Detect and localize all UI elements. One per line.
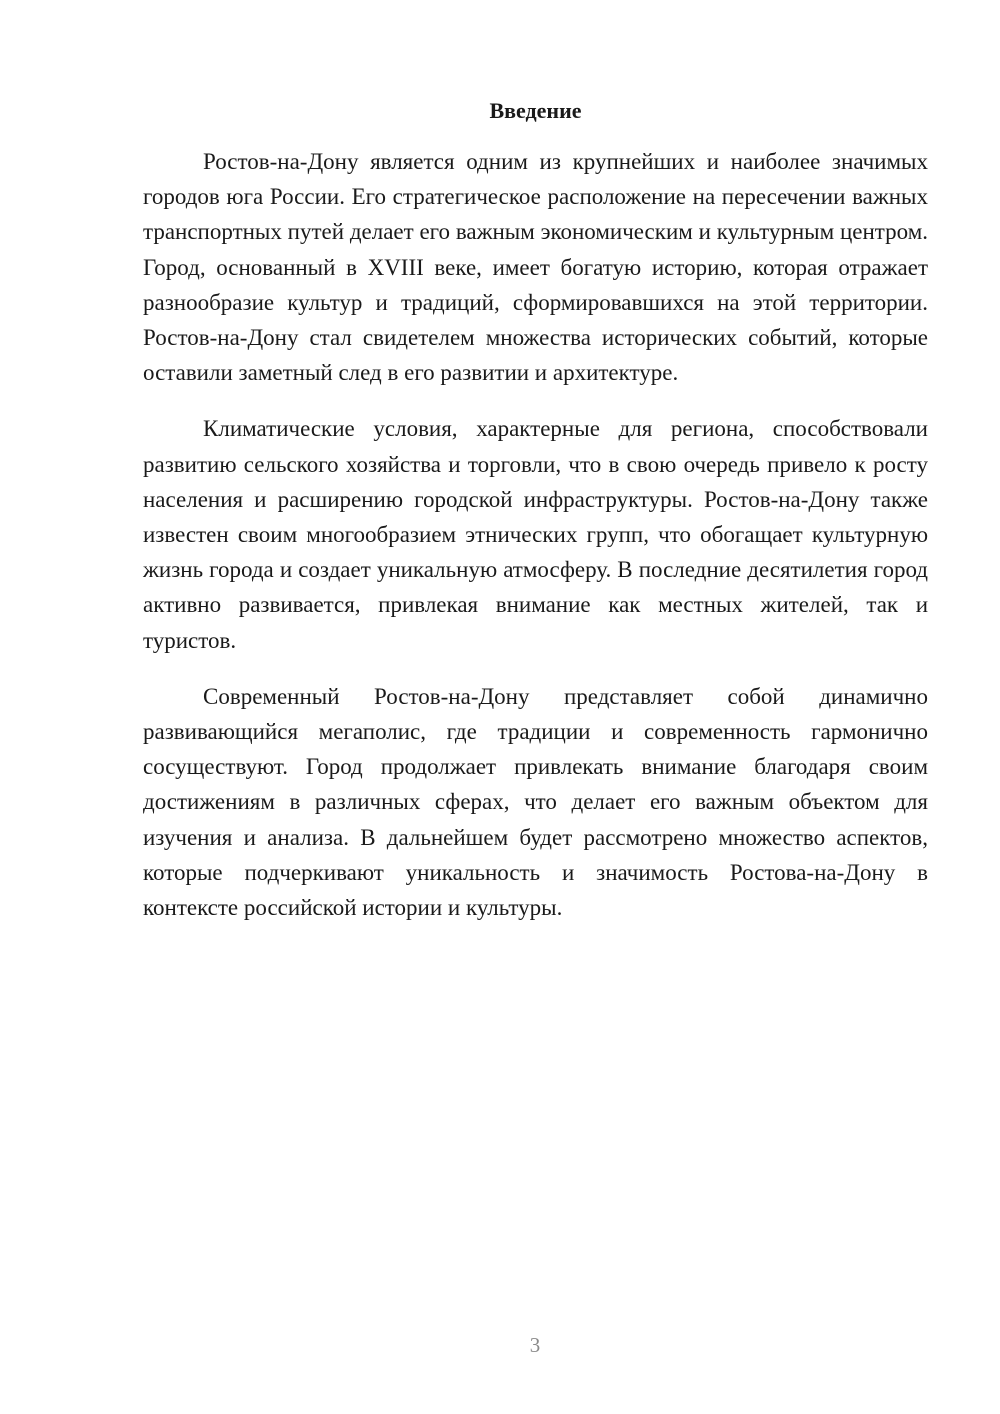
paragraph-1: Ростов-на-Дону является одним из крупнейших и наиболее значимых городов юга России. Его стратегическое расположение на пересечении важных транспортных путей делает его важным экономическим и культурным центром. Город, основанный в XVIII веке, имеет богатую историю, которая отражает разнообразие культур и традиций, сформировавшихся на этой территории. Ростов-на-Дону стал свидетелем множества исторических событий, которые оставили заметный след в его развитии и архитектуре.	[143, 149, 928, 386]
paragraph-3: Современный Ростов-на-Дону представляет собой динамично развивающийся мегаполис, где традиции и современность гармонично сосуществуют. Город продолжает привлекать внимание благодаря своим достижениям в различных сферах, что делает его важным объектом для изучения и анализа. В дальнейшем будет рассмотрено множество аспектов, которые подчеркивают уникальность и значимость Ростова-на-Дону в контексте российской истории и культуры.	[143, 683, 928, 921]
page-title: Введение	[489, 98, 582, 123]
page-number: 3	[529, 1333, 541, 1357]
paragraph-2: Климатические условия, характерные для региона, способствовали развитию сельского хозяйства и торговли, что в свою очередь привело к росту населения и расширению городской инфраструктуры. Ростов-на-Дону также известен своим многообразием этнических групп, что обогащает культурную жизнь города и создает уникальную атмосферу. В последние десятилетия город активно развивается, привлекая внимание как местных жителей, так и туристов.	[143, 416, 928, 653]
page-content	[143, 96, 928, 946]
